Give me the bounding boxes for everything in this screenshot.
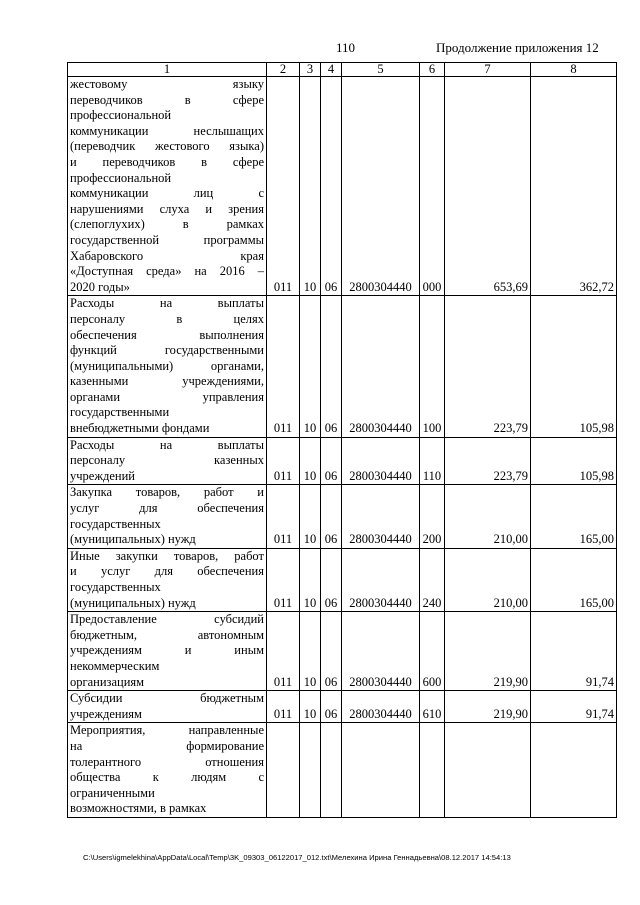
code-gr-cell: 011: [267, 691, 300, 723]
amount-planned-cell: 219,90: [445, 691, 531, 723]
row-name-line: (муниципальных) нужд: [70, 532, 196, 547]
row-name-line: переводчиков в сфере: [70, 92, 264, 107]
column-header: 3: [300, 63, 321, 77]
subsection-cell: 06: [321, 691, 342, 723]
expense-type-cell: 110: [420, 437, 445, 485]
code-gr-cell: 011: [267, 296, 300, 437]
row-name-line: коммуникации неслышащих: [70, 123, 264, 138]
row-name-line: учреждениям: [70, 706, 142, 721]
target-article-cell: 2800304440: [342, 77, 420, 296]
column-header: 6: [420, 63, 445, 77]
amount-executed-cell: [531, 723, 617, 818]
amount-executed-cell: 105,98: [531, 437, 617, 485]
column-header: 5: [342, 63, 420, 77]
row-name-line: ограниченными: [70, 785, 155, 800]
row-name-line: некоммерческим: [70, 658, 160, 673]
expense-type-cell: 610: [420, 691, 445, 723]
expense-type-cell: 000: [420, 77, 445, 296]
subsection-cell: 06: [321, 77, 342, 296]
row-name-cell: [68, 77, 267, 296]
row-name-line: Хабаровского края: [70, 248, 264, 263]
row-name-line: Предоставление субсидий: [70, 612, 264, 627]
column-header: 2: [267, 63, 300, 77]
code-gr-cell: [267, 723, 300, 818]
amount-planned-cell: 210,00: [445, 485, 531, 548]
row-name-line: Закупка товаров, работ и: [70, 485, 264, 500]
row-name-line: бюджетным, автономным: [70, 627, 264, 642]
row-name-line: органами управления: [70, 389, 264, 404]
row-name-line: общества к людям с: [70, 770, 264, 785]
row-name-line: персоналу казенных: [70, 453, 264, 468]
row-name-cell: [68, 723, 267, 818]
section-cell: 10: [300, 548, 321, 611]
target-article-cell: 2800304440: [342, 612, 420, 691]
row-name-cell: [68, 548, 267, 611]
row-name-line: обеспечения выполнения: [70, 327, 264, 342]
row-name-line: (муниципальных) нужд: [70, 595, 196, 610]
expense-type-cell: 240: [420, 548, 445, 611]
row-name-line: возможностями, в рамках: [70, 801, 207, 816]
target-article-cell: 2800304440: [342, 548, 420, 611]
row-name-line: (муниципальными) органами,: [70, 358, 264, 373]
row-name-cell: [68, 296, 267, 437]
row-name-line: (слепоглухих) в рамках: [70, 217, 264, 232]
row-name-line: государственных: [70, 516, 161, 531]
table-row: [68, 296, 617, 437]
subsection-cell: 06: [321, 296, 342, 437]
target-article-cell: 2800304440: [342, 437, 420, 485]
row-name-line: «Доступная среда» на 2016 –: [70, 264, 264, 279]
target-article-cell: 2800304440: [342, 296, 420, 437]
appendix-continuation: Продолжение приложения 12: [436, 40, 599, 55]
row-name-line: Субсидии бюджетным: [70, 691, 264, 706]
row-name-line: Мероприятия, направленные: [70, 723, 264, 738]
amount-executed-cell: 165,00: [531, 548, 617, 611]
row-name-line: коммуникации лиц с: [70, 186, 264, 201]
row-name-line: Расходы на выплаты: [70, 437, 264, 452]
row-name-line: профессиональной: [70, 170, 172, 185]
row-name-line: персоналу в целях: [70, 311, 264, 326]
row-name-line: учреждений: [70, 468, 135, 483]
amount-planned-cell: 210,00: [445, 548, 531, 611]
table-body: [68, 63, 617, 818]
budget-table: [67, 62, 617, 818]
row-name-line: казенными учреждениями,: [70, 374, 264, 389]
row-name-line: государственной программы: [70, 232, 264, 247]
table-header-row: [68, 63, 617, 77]
table-row: [68, 548, 617, 611]
section-cell: 10: [300, 485, 321, 548]
row-name-cell: [68, 612, 267, 691]
subsection-cell: 06: [321, 612, 342, 691]
row-name-line: (переводчик жестового языка): [70, 139, 264, 154]
row-name-line: государственными: [70, 405, 170, 420]
code-gr-cell: 011: [267, 77, 300, 296]
row-name-line: 2020 годы»: [70, 279, 130, 294]
amount-planned-cell: 223,79: [445, 437, 531, 485]
row-name-cell: [68, 437, 267, 485]
footer-file-path: C:\Users\igmelekhina\AppData\Local\Temp\3K_09303_06122017_012.txt\Мелехина Ирина Геннадьевна\08.12.2017 14:54:13: [83, 853, 511, 862]
amount-planned-cell: 653,69: [445, 77, 531, 296]
section-cell: 10: [300, 437, 321, 485]
table-row: [68, 723, 617, 818]
table-row: [68, 691, 617, 723]
section-cell: 10: [300, 612, 321, 691]
section-cell: 10: [300, 77, 321, 296]
amount-executed-cell: 165,00: [531, 485, 617, 548]
expense-type-cell: 600: [420, 612, 445, 691]
page-number: 110: [336, 40, 356, 55]
table-row: [68, 612, 617, 691]
row-name-line: и переводчиков в сфере: [70, 154, 264, 169]
row-name-line: организациям: [70, 674, 145, 689]
code-gr-cell: 011: [267, 548, 300, 611]
row-name-line: и услуг для обеспечения: [70, 564, 264, 579]
row-name-line: функций государственными: [70, 343, 264, 358]
amount-planned-cell: 223,79: [445, 296, 531, 437]
row-name-line: государственных: [70, 580, 161, 594]
subsection-cell: 06: [321, 437, 342, 485]
code-gr-cell: 011: [267, 485, 300, 548]
amount-executed-cell: 362,72: [531, 77, 617, 296]
target-article-cell: 2800304440: [342, 691, 420, 723]
expense-type-cell: [420, 723, 445, 818]
expense-type-cell: 100: [420, 296, 445, 437]
column-header: 4: [321, 63, 342, 77]
row-name-line: Иные закупки товаров, работ: [70, 548, 264, 563]
row-name-line: услуг для обеспечения: [70, 501, 264, 516]
row-name-line: Расходы на выплаты: [70, 296, 264, 311]
row-name-line: толерантного отношения: [70, 754, 264, 769]
subsection-cell: 06: [321, 548, 342, 611]
row-name-line: на формирование: [70, 738, 264, 753]
amount-planned-cell: [445, 723, 531, 818]
column-header: 8: [531, 63, 617, 77]
amount-executed-cell: 105,98: [531, 296, 617, 437]
section-cell: 10: [300, 691, 321, 723]
table-row: [68, 485, 617, 548]
table-row: [68, 437, 617, 485]
target-article-cell: [342, 723, 420, 818]
row-name-line: нарушениями слуха и зрения: [70, 201, 264, 216]
code-gr-cell: 011: [267, 437, 300, 485]
section-cell: [300, 723, 321, 818]
row-name-line: внебюджетными фондами: [70, 421, 210, 436]
row-name-cell: [68, 691, 267, 723]
row-name-line: профессиональной: [70, 108, 172, 123]
row-name-cell: [68, 485, 267, 548]
table-row: [68, 77, 617, 296]
expense-type-cell: 200: [420, 485, 445, 548]
amount-planned-cell: 219,90: [445, 612, 531, 691]
subsection-cell: [321, 723, 342, 818]
row-name-line: жестовому языку: [70, 77, 264, 91]
target-article-cell: 2800304440: [342, 485, 420, 548]
column-header: 7: [445, 63, 531, 77]
subsection-cell: 06: [321, 485, 342, 548]
amount-executed-cell: 91,74: [531, 612, 617, 691]
section-cell: 10: [300, 296, 321, 437]
code-gr-cell: 011: [267, 612, 300, 691]
amount-executed-cell: 91,74: [531, 691, 617, 723]
row-name-line: учреждениям и иным: [70, 643, 264, 658]
column-header: 1: [68, 63, 267, 77]
